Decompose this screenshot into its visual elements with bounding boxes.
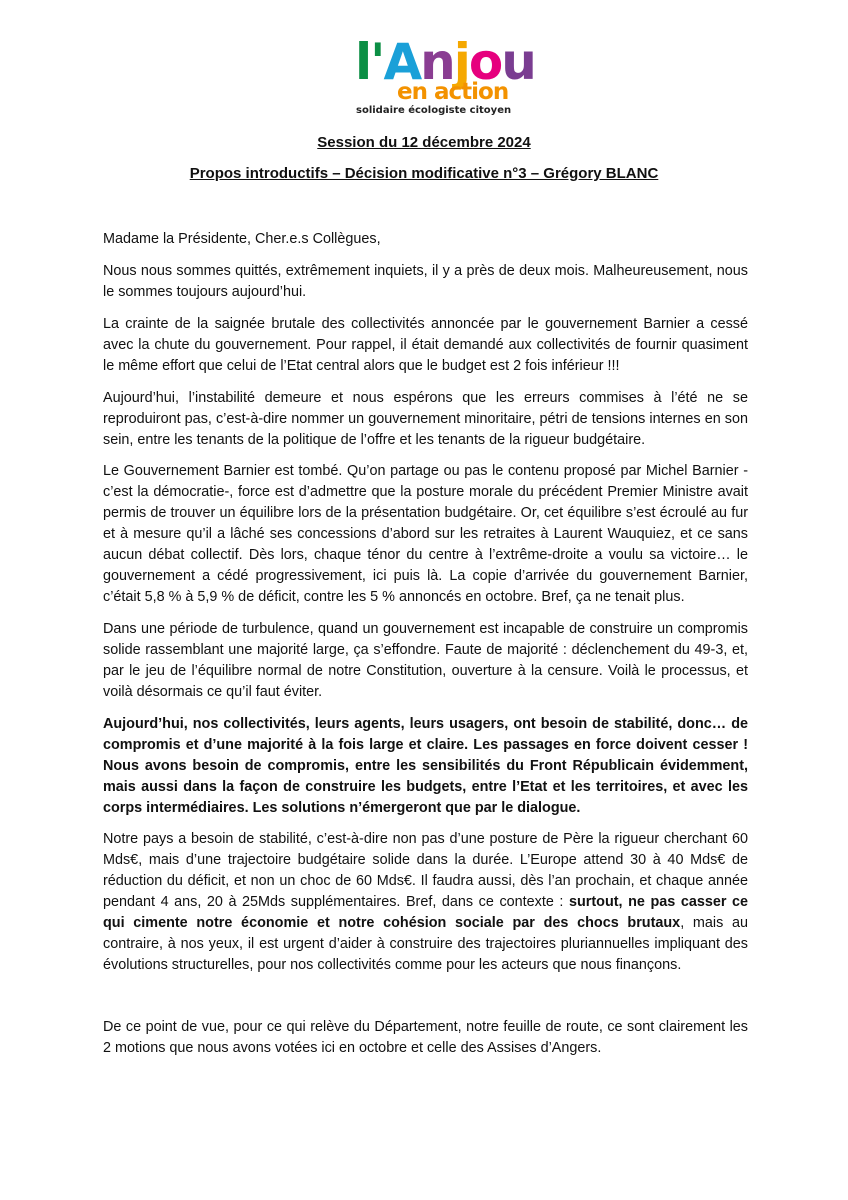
paragraph-1: Nous nous sommes quittés, extrêmement inquiets, il y a près de deux mois. Malheureusement, nous le sommes toujours aujourd’hui. — [103, 263, 748, 300]
paragraph-4: Le Gouvernement Barnier est tombé. Qu’on partage ou pas le contenu proposé par Michel Barnier - c’est la démocratie-, force est d’admettre que la posture morale du précédent Premier Ministre avait permis de trouver un équilibre lors de la présentation budgétaire. Or, cet équilibre s’est écroulé au fur et à mesure qu’il a lâché ses concessions d’abord sur les retraites à Laurent Wauquiez, et ce sans aucun débat collectif. Dès lors, chaque ténor du centre à l’extrême-droite a voulu sa victoire… le gouvernement a cédé progressivement, ici puis là. La copie d’arrivée du gouvernement Barnier, c’était 5,8 % à 5,9 % de déficit, contre les 5 % annoncés en octobre. Bref, ça ne tenait plus. — [103, 463, 748, 605]
session-title: Session du 12 décembre 2024 — [317, 134, 531, 151]
logo-wordmark: l'Anjou — [355, 33, 535, 91]
salutation: Madame la Présidente, Cher.e.s Collègues, — [103, 231, 381, 247]
paragraph-5: Dans une période de turbulence, quand un gouvernement est incapable de construire un compromis solide rassemblant une majorité large, ça s’effondre. Faute de majorité : déclenchement du 49-3, et, par le jeu de l’équilibre normal de notre Constitution, ouverture à la censure. Voilà le processus, et voilà désormais ce qu’il faut éviter. — [103, 621, 748, 700]
logo-subtitle: en action — [397, 79, 509, 105]
paragraph-7-emphasis: surtout, ne pas casser ce qui cimente notre économie et notre cohésion sociale par des chocs brutaux — [103, 894, 749, 931]
logo — [355, 33, 535, 118]
paragraph-8: De ce point de vue, pour ce qui relève du Département, notre feuille de route, ce sont clairement les 2 motions que nous avons votées ici en octobre et celle des Assises d’Angers. — [103, 1019, 748, 1056]
paragraph-7: Notre pays a besoin de stabilité, c’est-à-dire non pas d’une posture de Père la rigueur cherchant 60 Mds€, mais d’une trajectoire budgétaire solide dans la durée. L’Europe attend 30 à 40 Mds€ de réduction du déficit, et non un choc de 60 Mds€. Il faudra aussi, dès l’an prochain, et chaque année pendant 4 ans, 20 à 25Mds supplémentaires. Bref, dans ce contexte : surtout, ne pas casser ce qui cimente notre économie et notre cohésion sociale par des chocs brutaux, mais au contraire, à nos yeux, il est urgent d’aider à construire des trajectoires pluriannuelles impliquant des évolutions structurelles, pour nos collectivités comme pour les acteurs que nous finançons. — [103, 831, 749, 973]
paragraph-6-emphasis: Aujourd’hui, nos collectivités, leurs agents, leurs usagers, ont besoin de stabilité, donc… de compromis et d’une majorité à la fois large et claire. Les passages en force doivent cesser ! Nous avons besoin de compromis, entre les sensibilités du Front Républicain évidemment, mais aussi dans la façon de construire les budgets, entre l’Etat et les territoires, et avec les corps intermédiaires. Les solutions n’émergeront que par le dialogue. — [103, 716, 748, 816]
paragraph-2: La crainte de la saignée brutale des collectivités annoncée par le gouvernement Barnier a cessé avec la chute du gouvernement. Pour rappel, il était demandé aux collectivités de fournir quasiment le même effort que celui de l’Etat central alors que le budget est 2 fois inférieur !!! — [103, 316, 748, 374]
document-subject: Propos introductifs – Décision modificative n°3 – Grégory BLANC — [189, 165, 659, 182]
paragraph-3: Aujourd’hui, l’instabilité demeure et nous espérons que les erreurs commises à l’été ne se reproduiront pas, c’est-à-dire nommer un gouvernement minoritaire, pétri de tensions internes en son sein, entre les tenants de la politique de l’offre et les tenants de la rigueur budgétaire. — [103, 390, 748, 448]
logo-tagline: solidaire écologiste citoyen — [356, 105, 512, 116]
